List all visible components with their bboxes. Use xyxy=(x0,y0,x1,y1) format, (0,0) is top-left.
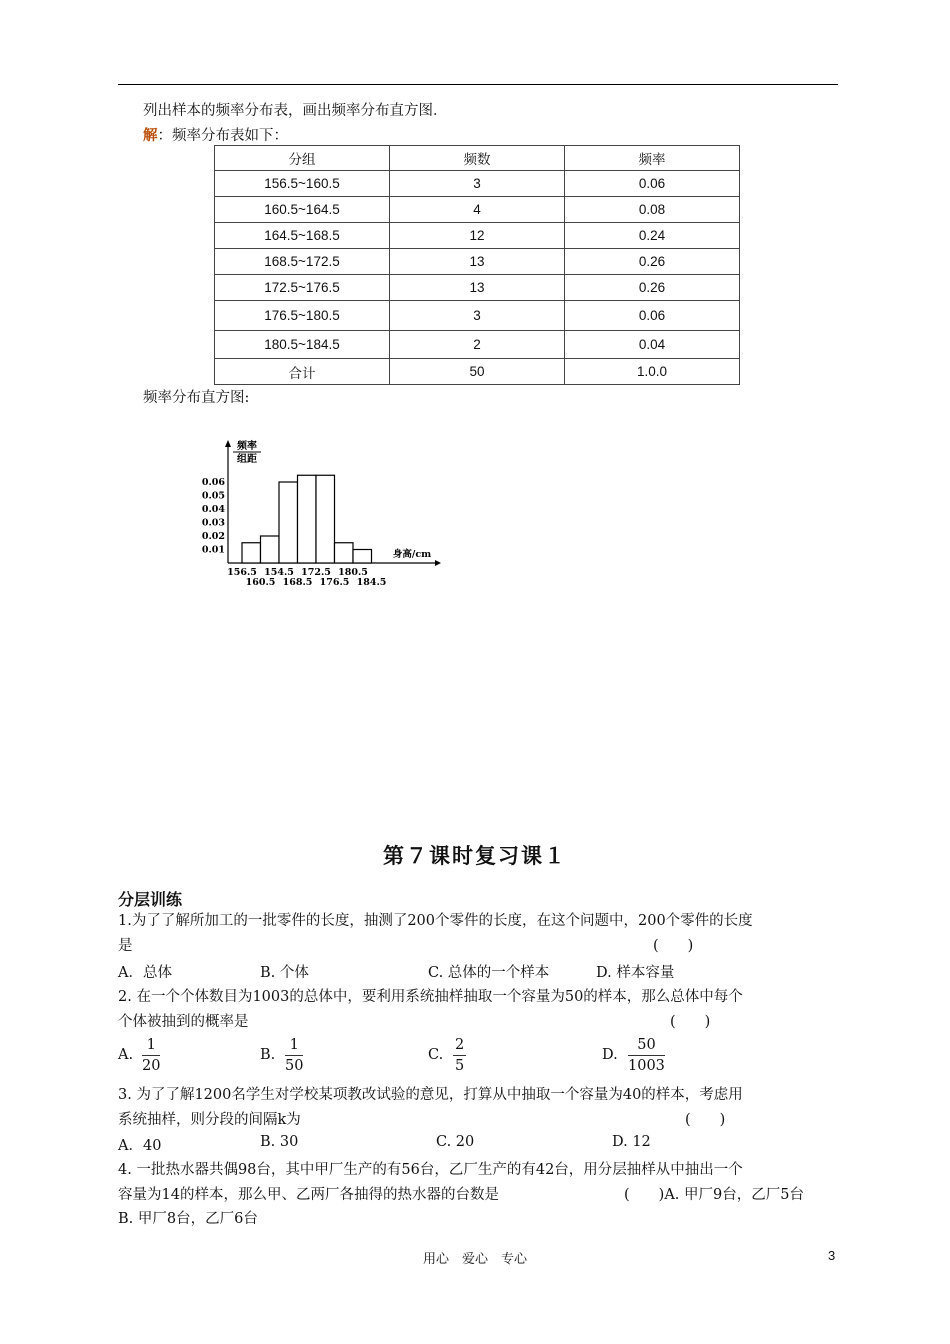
cell-count: 13 xyxy=(390,249,565,275)
q2-option-c-label: C. xyxy=(428,1047,444,1063)
x-tick-label: 168.5 xyxy=(282,577,313,588)
histogram-caption: 频率分布直方图: xyxy=(143,390,250,406)
header-group: 分组 xyxy=(215,146,390,171)
cell-count: 3 xyxy=(390,301,565,331)
question-3-paren: ( ) xyxy=(685,1112,726,1128)
y-tick-label: 0.05 xyxy=(201,490,225,502)
histogram-chart xyxy=(195,435,445,595)
q2-option-d-fraction: $\frac{50}{1003}$ xyxy=(628,1037,665,1074)
cell-group: 180.5~184.5 xyxy=(215,331,390,359)
x-axis-label: 身高/cm xyxy=(392,549,432,560)
q2-option-a-label: A. xyxy=(118,1047,134,1063)
y-tick-label: 0.06 xyxy=(201,477,225,488)
lesson-title: 第７课时复习课１ xyxy=(383,844,567,868)
q1-option-c: C. 总体的一个样本 xyxy=(428,965,550,981)
question-1-line2: 是 xyxy=(118,937,133,954)
cell-group: 176.5~180.5 xyxy=(215,301,390,331)
question-4-paren: ( ) xyxy=(624,1187,665,1203)
answer-label: 解 xyxy=(143,127,158,144)
y-tick-label: 0.03 xyxy=(201,517,225,529)
y-axis-label-numerator: 频率 xyxy=(237,441,257,452)
cell-frequency: 0.26 xyxy=(565,249,740,275)
q4-option-a: A. 甲厂9台，乙厂5台 xyxy=(664,1187,804,1203)
cell-group: 160.5~164.5 xyxy=(215,197,390,223)
cell-frequency: 0.06 xyxy=(565,171,740,197)
cell-frequency: 0.04 xyxy=(565,331,740,359)
table-row xyxy=(215,249,740,275)
x-tick-label: 160.5 xyxy=(245,577,276,588)
x-tick-label: 154.5 xyxy=(264,567,294,578)
q2-option-c-fraction: $\frac{2}{5}$ xyxy=(455,1037,465,1074)
table-row xyxy=(215,171,740,197)
y-axis-arrow xyxy=(225,440,231,447)
table-total-row xyxy=(215,359,740,385)
table-header-row xyxy=(215,146,740,171)
q3-option-b: B. 30 xyxy=(260,1134,299,1150)
cell-count: 12 xyxy=(390,223,565,249)
q3-option-c: C. 20 xyxy=(436,1134,475,1150)
cell-count: 3 xyxy=(390,171,565,197)
question-4-line2-text: 容量为14的样本，那么甲、乙两厂各抽得的热水器的台数是 xyxy=(118,1186,499,1203)
question-2-line2: 个体被抽到的概率是 xyxy=(118,1013,249,1030)
cell-group: 172.5~176.5 xyxy=(215,275,390,301)
q2-option-b-fraction: $\frac{1}{50}$ xyxy=(285,1037,304,1074)
q1-option-a: A．总体 xyxy=(118,965,172,981)
question-1 xyxy=(118,909,840,958)
intro-line: 列出样本的频率分布表，画出频率分布直方图． xyxy=(143,103,448,119)
answer-text: ：频率分布表如下： xyxy=(157,128,288,144)
histogram-bar xyxy=(335,543,354,563)
cell-count: 13 xyxy=(390,275,565,301)
cell-frequency: 1.0.0 xyxy=(565,359,740,385)
header-count: 频数 xyxy=(390,146,565,171)
x-tick-label: 184.5 xyxy=(356,577,387,588)
x-tick-label: 180.5 xyxy=(338,567,368,578)
cell-frequency: 0.06 xyxy=(565,301,740,331)
frequency-table xyxy=(214,145,740,385)
x-axis-arrow xyxy=(435,560,441,566)
x-tick-label: 176.5 xyxy=(319,577,350,588)
section-title: 分层训练 xyxy=(118,890,183,909)
x-tick-label: 156.5 xyxy=(227,567,257,578)
y-tick-label: 0.04 xyxy=(201,504,225,515)
question-2-line1: 2. 在一个个体数目为1003的总体中，要利用系统抽样抽取一个容量为50的样本，那么总体中每个 xyxy=(118,989,743,1005)
table-row xyxy=(215,197,740,223)
question-2-paren: ( ) xyxy=(670,1014,711,1030)
cell-group: 168.5~172.5 xyxy=(215,249,390,275)
q1-option-d: D. 样本容量 xyxy=(596,965,675,981)
answer-line xyxy=(143,124,288,145)
cell-count: 50 xyxy=(390,359,565,385)
table-row xyxy=(215,331,740,359)
footer-motto: 用心 爱心 专心 xyxy=(422,1252,527,1267)
question-1-line1: 1.为了了解所加工的一批零件的长度，抽测了200个零件的长度，在这个问题中，200个零件的长度 xyxy=(118,913,753,929)
question-1-paren: ( ) xyxy=(653,938,694,954)
cell-count: 4 xyxy=(390,197,565,223)
question-4-line1: 4. 一批热水器共偶98台，其中甲厂生产的有56台，乙厂生产的有42台，用分层抽样从中抽出一个 xyxy=(118,1162,743,1178)
cell-group: 合计 xyxy=(215,359,390,385)
histogram-bar xyxy=(298,475,317,563)
q2-option-b-label: B. xyxy=(260,1047,276,1063)
table-row xyxy=(215,223,740,249)
q3-option-d: D. 12 xyxy=(612,1134,651,1150)
header-rule xyxy=(118,84,838,85)
histogram-bar xyxy=(353,550,372,564)
y-tick-label: 0.01 xyxy=(201,544,225,556)
cell-count: 2 xyxy=(390,331,565,359)
q3-option-a: A．40 xyxy=(118,1138,162,1154)
cell-frequency: 0.26 xyxy=(565,275,740,301)
cell-group: 164.5~168.5 xyxy=(215,223,390,249)
page-number: 3 xyxy=(828,1248,836,1263)
q2-option-d-label: D. xyxy=(602,1047,618,1063)
histogram-bar xyxy=(279,482,298,563)
header-frequency: 频率 xyxy=(565,146,740,171)
y-axis-label-denominator: 组距 xyxy=(237,454,257,465)
x-tick-label: 172.5 xyxy=(301,567,331,578)
histogram-bar xyxy=(316,475,335,563)
question-4-paren-and-a xyxy=(624,1183,804,1204)
y-tick-label: 0.02 xyxy=(201,531,225,542)
q1-option-b: B. 个体 xyxy=(260,965,309,981)
histogram-bar xyxy=(261,536,280,563)
question-2 xyxy=(118,985,840,1034)
question-3-line2: 系统抽样，则分段的间隔k为 xyxy=(118,1111,301,1128)
cell-frequency: 0.24 xyxy=(565,223,740,249)
cell-group: 156.5~160.5 xyxy=(215,171,390,197)
histogram-bar xyxy=(242,543,261,563)
q2-option-a-fraction: $\frac{1}{20}$ xyxy=(142,1037,161,1074)
question-3-line1: 3. 为了了解1200名学生对学校某项教改试验的意见，打算从中抽取一个容量为40的样本，考虑用 xyxy=(118,1087,743,1103)
table-row xyxy=(215,301,740,331)
question-4-line3: B. 甲厂8台，乙厂6台 xyxy=(118,1211,258,1227)
question-3 xyxy=(118,1083,840,1132)
cell-frequency: 0.08 xyxy=(565,197,740,223)
table-row xyxy=(215,275,740,301)
